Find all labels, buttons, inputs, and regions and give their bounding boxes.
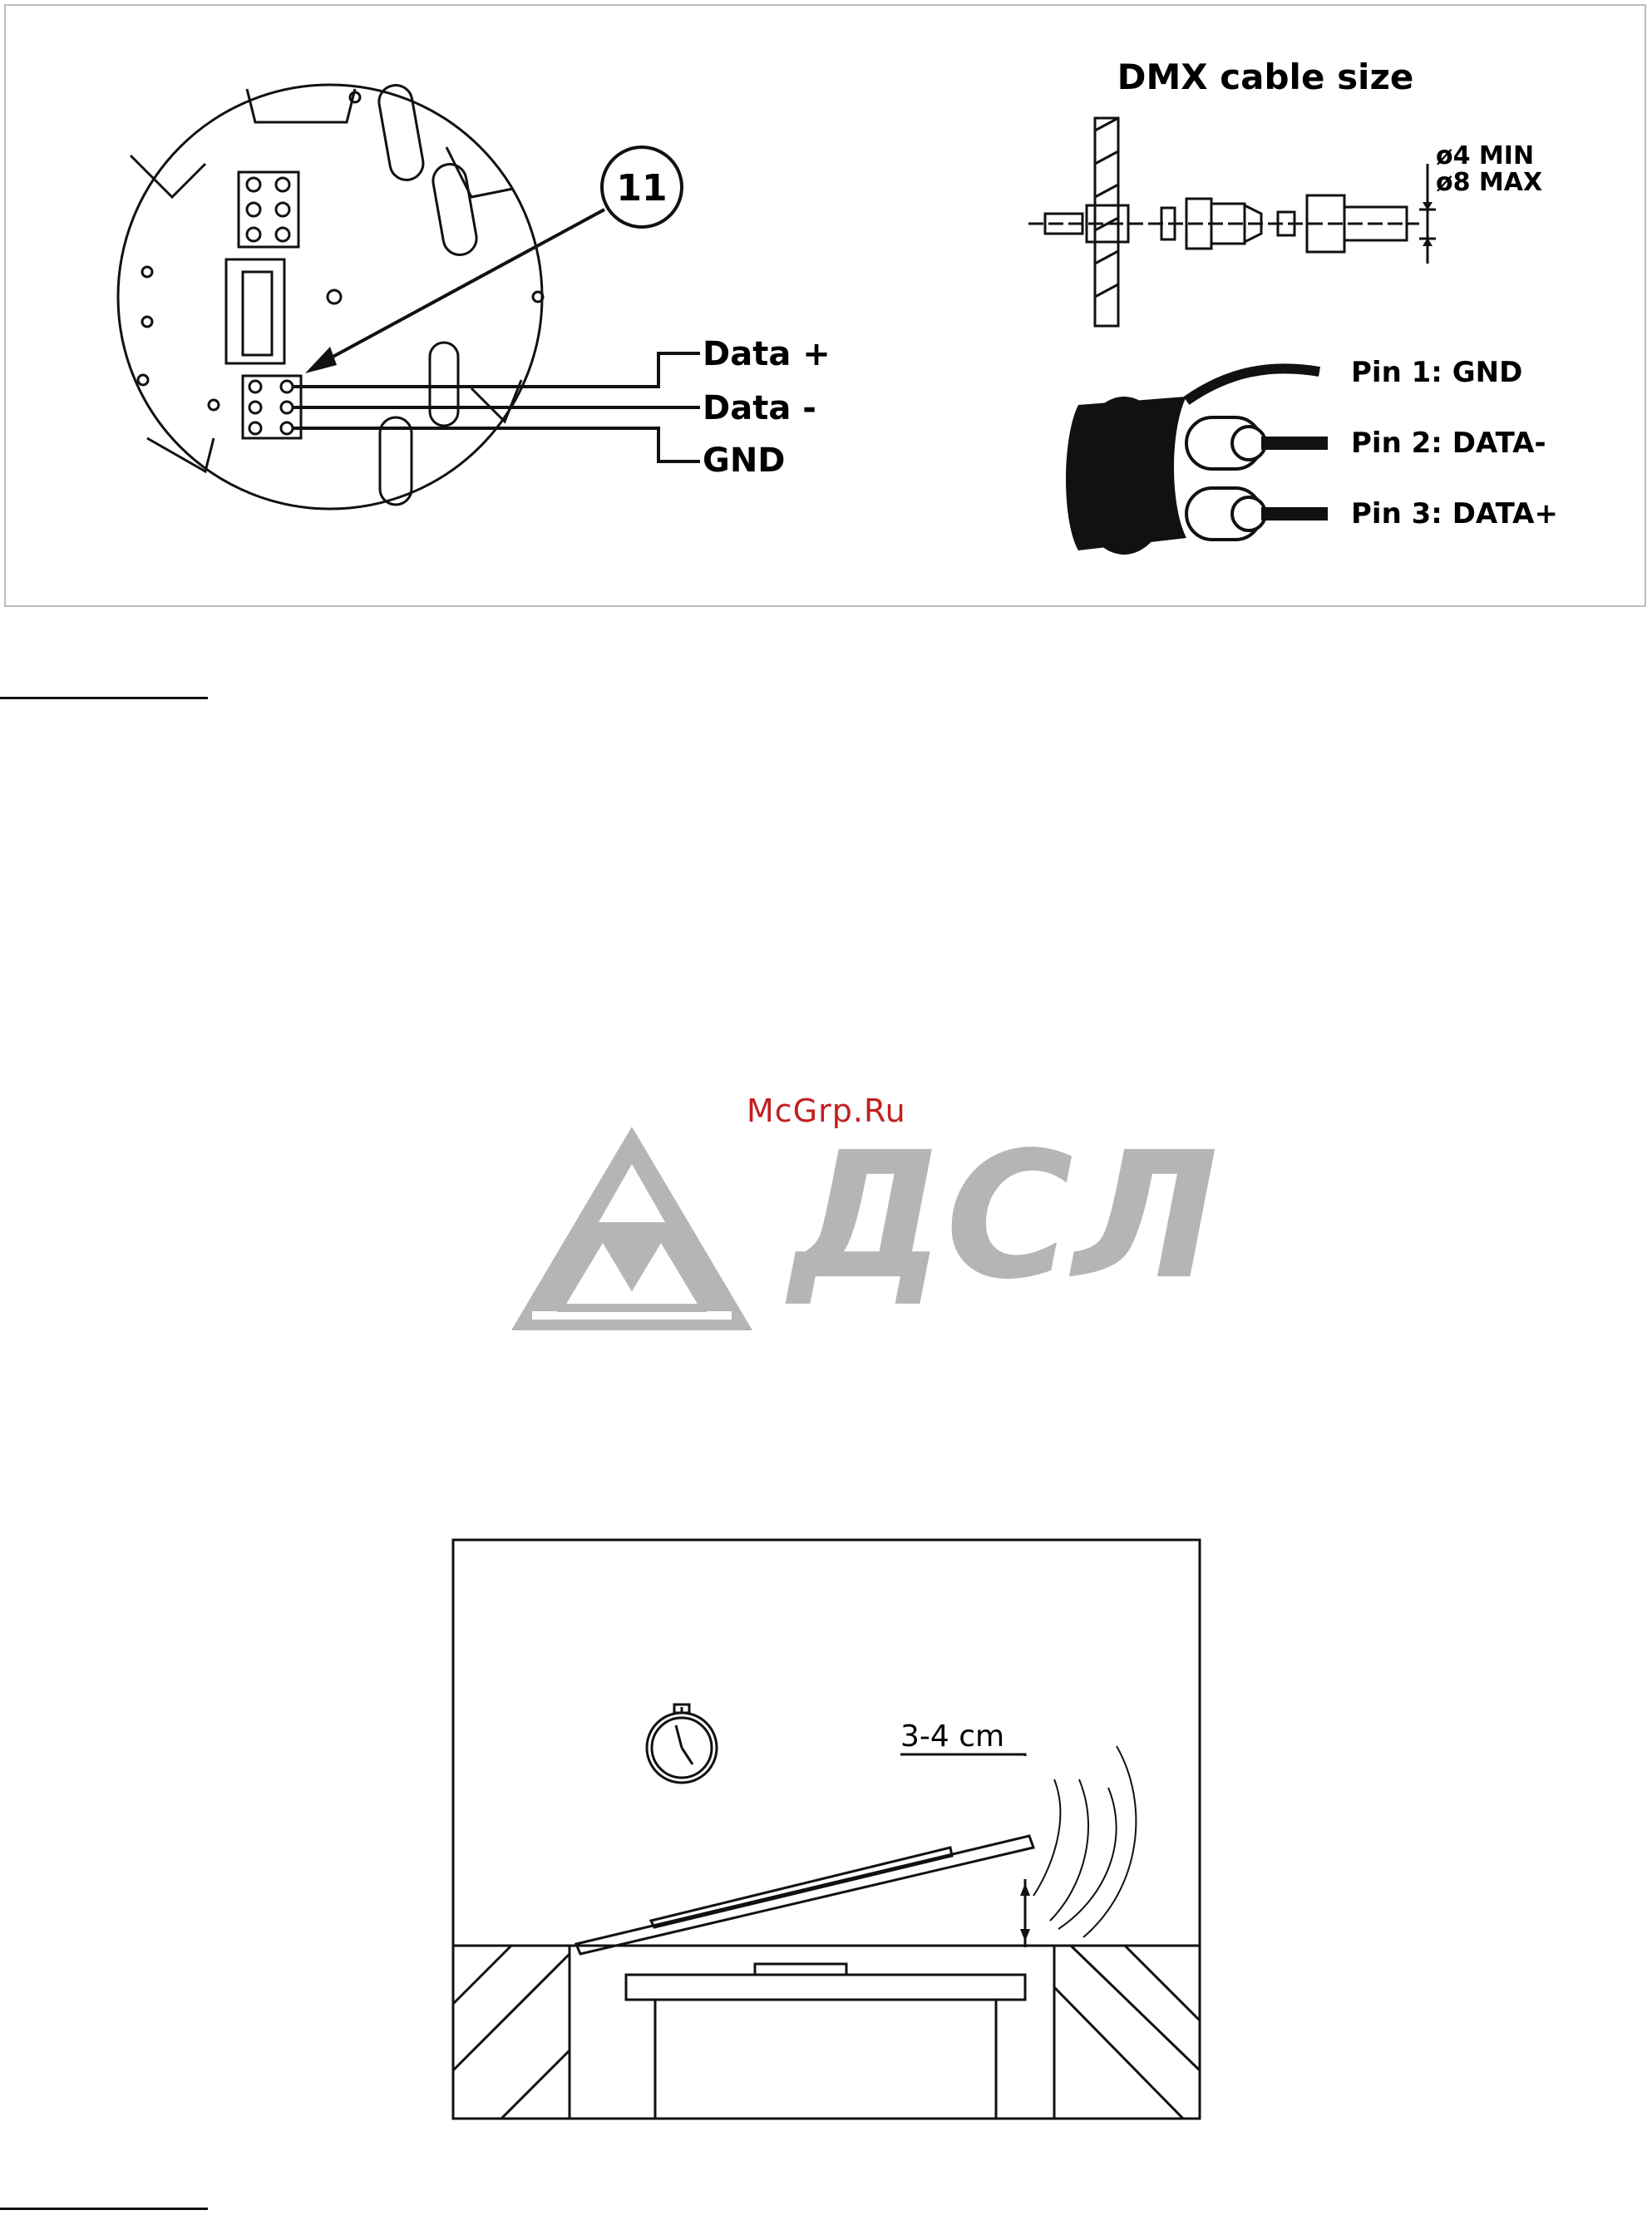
wire-leaders [293,353,700,461]
label-gnd: GND [703,442,786,480]
label-data-minus: Data - [703,389,816,427]
fixture-base-plate [118,82,543,509]
installation-figure [451,1538,1201,2120]
wiring-figure [4,4,1646,607]
stopwatch-icon [647,1705,717,1783]
gap-label: 3-4 cm [900,1719,1005,1754]
dsl-logo-mark [507,1118,1305,1335]
logo-text: ДСЛ [790,1118,1219,1318]
pin3-label: Pin 3: DATA+ [1351,497,1558,530]
vapor-lines [1033,1746,1136,1937]
pin2-label: Pin 2: DATA- [1351,427,1546,460]
section-rule-top [0,697,208,699]
wiring-diagram [6,6,1648,609]
watermark-site: McGrp.Ru [747,1093,906,1129]
callout-number: 11 [616,167,668,210]
installation-diagram [451,1538,1201,2120]
cable-title: DMX cable size [1117,57,1414,97]
dim-min: ø4 MIN [1436,141,1535,170]
dim-max: ø8 MAX [1436,168,1543,197]
callout-11 [305,147,682,373]
cable-gland-drawing [1028,118,1436,326]
section-rule-bottom [0,2208,208,2210]
cable-cross-section [1066,368,1328,555]
dsl-logo [507,1118,1305,1335]
pin1-label: Pin 1: GND [1351,356,1523,389]
label-data-plus: Data + [703,335,831,373]
